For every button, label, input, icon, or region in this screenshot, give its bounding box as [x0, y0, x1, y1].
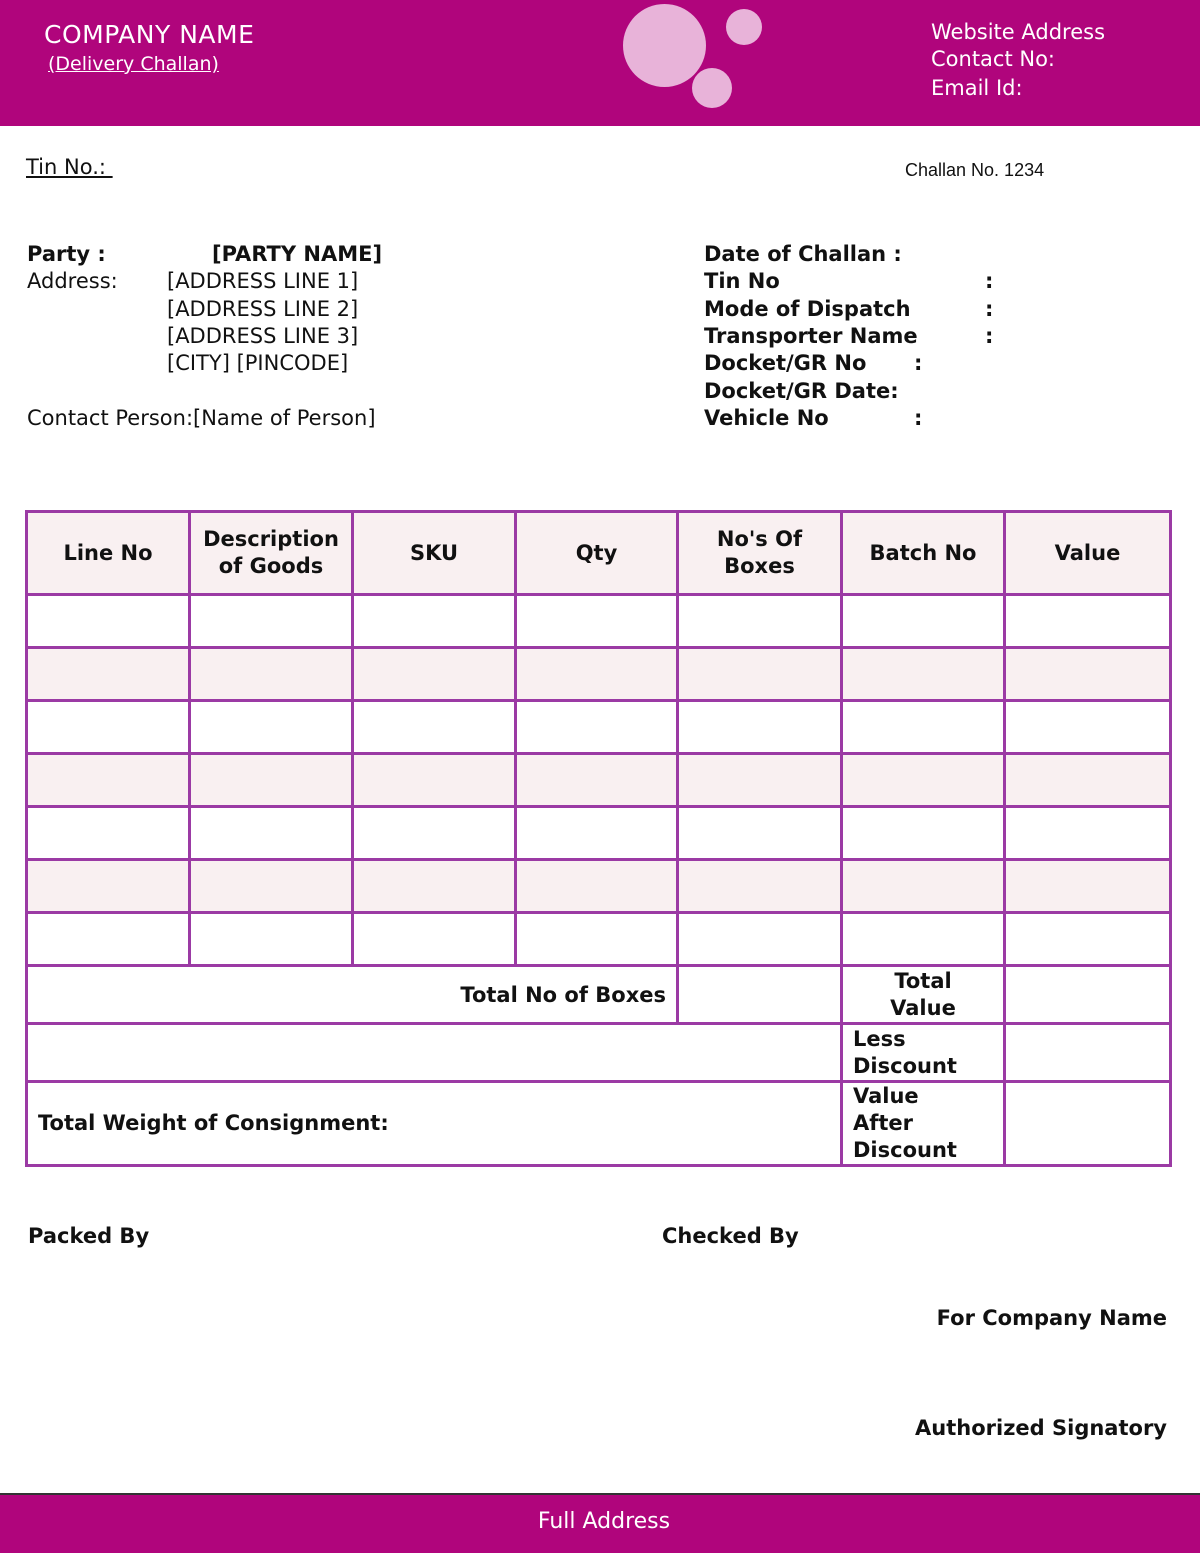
column-header-sku: SKU [353, 512, 516, 595]
packed-by-label: Packed By [28, 1224, 150, 1248]
table-cell[interactable] [678, 913, 842, 966]
table-cell[interactable] [190, 807, 353, 860]
mode-of-dispatch-label: Mode of Dispatch [704, 297, 911, 321]
total-weight-row [27, 1082, 1171, 1166]
table-cell[interactable] [27, 860, 190, 913]
column-header-boxes: No's Of Boxes [678, 512, 842, 595]
total-value-label: Total Value [842, 966, 1005, 1024]
less-discount-label: Less Discount [842, 1024, 1005, 1082]
checked-by-label: Checked By [662, 1224, 799, 1248]
party-label: Party : [27, 242, 106, 266]
tin-no-label: Tin No [704, 269, 780, 293]
vehicle-no-label: Vehicle No [704, 406, 829, 430]
table-cell[interactable] [1005, 807, 1171, 860]
colon: : [985, 297, 994, 321]
table-cell[interactable] [842, 595, 1005, 648]
table-cell[interactable] [516, 913, 678, 966]
table-cell[interactable] [678, 595, 842, 648]
decorative-bubble-small [726, 9, 762, 45]
table-row [27, 648, 1171, 701]
table-cell[interactable] [190, 860, 353, 913]
website-address: Website Address [931, 20, 1106, 44]
decorative-bubble-mid [692, 68, 732, 108]
value-after-discount-label: Value After Discount [842, 1082, 1005, 1166]
authorized-signatory-label: Authorized Signatory [915, 1416, 1167, 1440]
address-line-1: [ADDRESS LINE 1] [167, 269, 359, 293]
contact-number: Contact No: [931, 47, 1056, 71]
table-cell[interactable] [353, 913, 516, 966]
less-discount-row [27, 1024, 1171, 1082]
table-cell[interactable] [1005, 648, 1171, 701]
table-cell[interactable] [678, 807, 842, 860]
table-row [27, 913, 1171, 966]
table-cell[interactable] [842, 754, 1005, 807]
table-cell[interactable] [190, 913, 353, 966]
table-cell[interactable] [678, 860, 842, 913]
tin-number: Tin No.: [26, 155, 113, 179]
column-header-batch-no: Batch No [842, 512, 1005, 595]
challan-number: Challan No. 1234 [905, 160, 1045, 180]
table-cell[interactable] [353, 754, 516, 807]
table-cell[interactable] [516, 701, 678, 754]
colon: : [914, 406, 923, 430]
document-type: (Delivery Challan) [48, 53, 219, 75]
value-after-discount-amount[interactable] [1005, 1082, 1171, 1166]
table-cell[interactable] [842, 807, 1005, 860]
table-cell[interactable] [353, 807, 516, 860]
colon: : [985, 269, 994, 293]
decorative-bubble-large [623, 4, 706, 87]
table-cell[interactable] [678, 648, 842, 701]
address-label: Address: [27, 269, 118, 293]
table-cell[interactable] [27, 701, 190, 754]
party-name: [PARTY NAME] [212, 242, 383, 266]
table-cell[interactable] [1005, 913, 1171, 966]
table-cell[interactable] [190, 595, 353, 648]
table-cell[interactable] [516, 807, 678, 860]
table-cell[interactable] [842, 648, 1005, 701]
docket-gr-date-label: Docket/GR Date: [704, 379, 899, 403]
table-cell[interactable] [190, 701, 353, 754]
table-cell[interactable] [27, 595, 190, 648]
table-cell[interactable] [190, 754, 353, 807]
less-discount-amount[interactable] [1005, 1024, 1171, 1082]
table-cell[interactable] [516, 648, 678, 701]
contact-person: Contact Person:[Name of Person] [27, 406, 376, 430]
address-line-3: [ADDRESS LINE 3] [167, 324, 359, 348]
date-of-challan-label: Date of Challan : [704, 242, 902, 266]
table-cell[interactable] [190, 648, 353, 701]
table-row [27, 595, 1171, 648]
table-cell[interactable] [27, 807, 190, 860]
table-cell[interactable] [842, 701, 1005, 754]
table-cell[interactable] [353, 648, 516, 701]
colon: : [985, 324, 994, 348]
column-header-line-no: Line No [27, 512, 190, 595]
table-cell[interactable] [842, 913, 1005, 966]
docket-gr-no-label: Docket/GR No [704, 351, 867, 375]
address-line-2: [ADDRESS LINE 2] [167, 297, 359, 321]
email-id: Email Id: [931, 76, 1023, 100]
table-row [27, 807, 1171, 860]
table-cell[interactable] [353, 701, 516, 754]
table-cell[interactable] [678, 701, 842, 754]
table-cell[interactable] [842, 860, 1005, 913]
footer-address: Full Address [537, 1509, 671, 1534]
table-cell[interactable] [516, 860, 678, 913]
total-weight-label: Total Weight of Consignment: [27, 1082, 842, 1166]
table-cell[interactable] [27, 754, 190, 807]
table-cell[interactable] [353, 860, 516, 913]
total-value-amount[interactable] [1005, 966, 1171, 1024]
table-cell[interactable] [1005, 595, 1171, 648]
table-cell[interactable] [516, 595, 678, 648]
table-row [27, 754, 1171, 807]
table-row [27, 860, 1171, 913]
blank-summary-cell [27, 1024, 842, 1082]
goods-table [25, 510, 1172, 1167]
for-company-label: For Company Name [936, 1306, 1167, 1330]
table-cell[interactable] [353, 595, 516, 648]
total-boxes-row [27, 966, 1171, 1024]
table-header-row [27, 512, 1171, 595]
transporter-name-label: Transporter Name [704, 324, 918, 348]
total-boxes-value[interactable] [678, 966, 842, 1024]
column-header-value: Value [1005, 512, 1171, 595]
table-cell[interactable] [1005, 754, 1171, 807]
column-header-description: Description of Goods [190, 512, 353, 595]
company-name: COMPANY NAME [44, 20, 255, 49]
table-cell[interactable] [678, 754, 842, 807]
colon: : [914, 351, 923, 375]
table-cell[interactable] [1005, 860, 1171, 913]
table-cell[interactable] [27, 913, 190, 966]
table-cell[interactable] [516, 754, 678, 807]
table-cell[interactable] [1005, 701, 1171, 754]
city-pincode: [CITY] [PINCODE] [167, 351, 349, 375]
total-boxes-label: Total No of Boxes [27, 966, 678, 1024]
table-cell[interactable] [27, 648, 190, 701]
column-header-qty: Qty [516, 512, 678, 595]
table-row [27, 701, 1171, 754]
